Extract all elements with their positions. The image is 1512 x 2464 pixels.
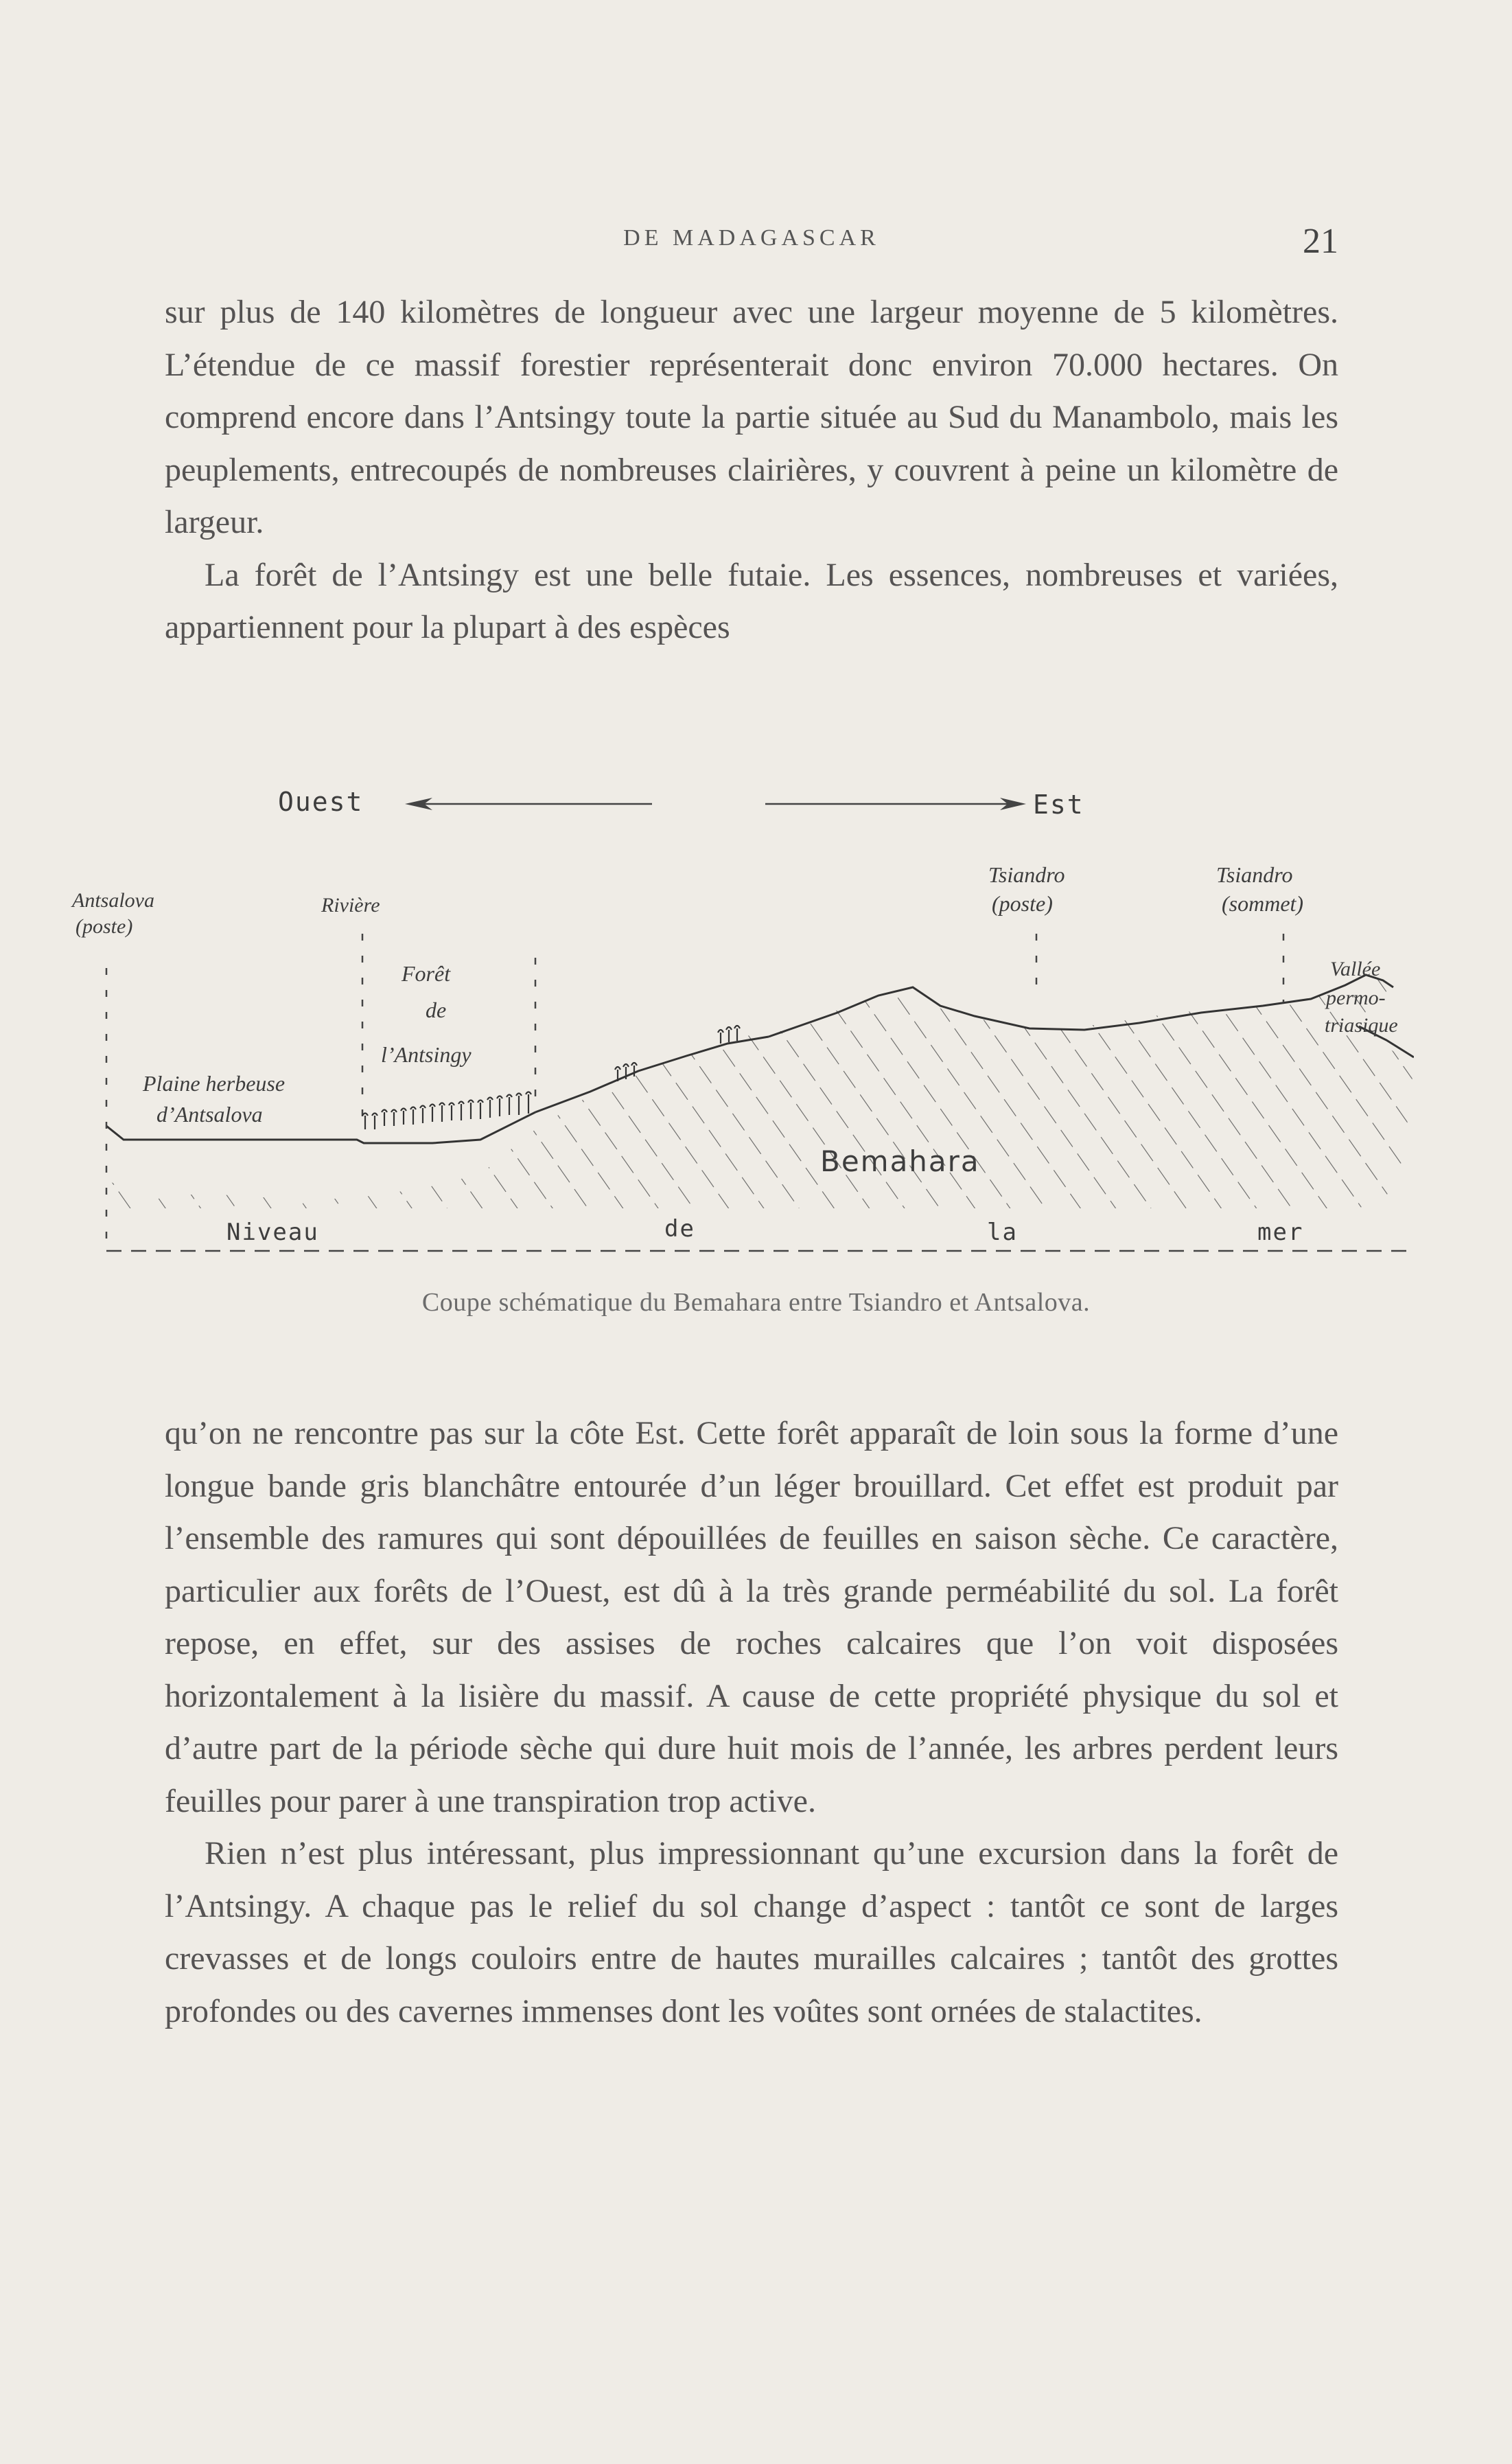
label-riviere: Rivière xyxy=(321,894,380,917)
label-antsalova: Antsalova xyxy=(72,889,154,912)
running-head xyxy=(165,221,1338,262)
cross-section-drawing xyxy=(69,769,1414,1277)
paragraph: sur plus de 140 kilomètres de longueur avec une largeur moyenne de 5 kilomètres. L’étendue de ce massif forestier représenterait donc environ 70.000 hectares. On comprend encore dans l’Antsingy toute la partie située au Sud du Manambolo, mais les peuplements, entrecoupés de nombreuses clairières, y couvrent à peine un kilomètre de largeur. xyxy=(165,294,1338,540)
label-foret: Forêt xyxy=(402,961,451,986)
cross-section-figure xyxy=(69,769,1414,1277)
label-tsiandro-poste-sub: (poste) xyxy=(992,891,1053,916)
label-plaine-antsalova: d’Antsalova xyxy=(156,1102,263,1127)
paragraph: qu’on ne rencontre pas sur la côte Est. Cette forêt apparaît de loin sous la forme d’une longue bande gris blanchâtre entourée d’un léger brouillard. Cet effet est produit par l’ensemble des ramures qui sont dépouillées de feuilles en saison sèche. Ce caractère, particulier aux forêts de l’Ouest, est dû à la très grande perméabilité du sol. La forêt repose, en effet, sur des assises de roches calcaires que l’on voit disposées horizontalement à la lisière du massif. A cause de cette propriété physique du sol et d’autre part de la période sèche qui dure huit mois de l’année, les arbres perdent leurs feuilles pour parer à une transpiration trop active. xyxy=(165,1415,1338,1819)
label-est: Est xyxy=(1033,790,1084,820)
label-ouest: Ouest xyxy=(278,787,364,817)
label-la: la xyxy=(987,1219,1018,1246)
running-title: DE MADAGASCAR xyxy=(623,225,880,251)
page-number: 21 xyxy=(1303,222,1338,261)
paragraph: Rien n’est plus intéressant, plus impressionnant qu’une excursion dans la forêt de l’Antsingy. A chaque pas le relief du sol change d’aspect : tantôt ce sont de larges crevasses et de longs couloirs entre de hautes murailles calcaires ; tantôt des grottes profondes ou des cavernes immenses dont les voûtes sont ornées de stalactites. xyxy=(165,1835,1338,2029)
label-mer: mer xyxy=(1257,1219,1304,1246)
label-bemahara: Bemahara xyxy=(820,1144,980,1178)
label-foret-antsingy: l’Antsingy xyxy=(381,1042,472,1067)
text-block-top xyxy=(165,286,1338,654)
direction-arrow-east xyxy=(765,798,1026,810)
label-antsalova-poste: (poste) xyxy=(75,915,133,938)
label-vallee-triasique: triasique xyxy=(1325,1014,1398,1037)
direction-arrow-west xyxy=(405,798,652,810)
label-plaine-herbeuse: Plaine herbeuse xyxy=(143,1071,286,1096)
label-de: de xyxy=(664,1215,695,1243)
label-foret-de: de xyxy=(426,998,447,1022)
label-niveau: Niveau xyxy=(226,1219,319,1246)
text-block-bottom xyxy=(165,1407,1338,2038)
figure-caption: Coupe schématique du Bemahara entre Tsiandro et Antsalova. xyxy=(421,1288,1091,1317)
paragraph: La forêt de l’Antsingy est une belle futaie. Les essences, nombreuses et variées, appartiennent pour la plupart à des espèces xyxy=(165,556,1338,645)
label-tsiandro-sommet-sub: (sommet) xyxy=(1222,891,1304,916)
label-vallee: Vallée xyxy=(1330,958,1381,980)
label-tsiandro-poste: Tsiandro xyxy=(988,862,1065,887)
label-tsiandro-sommet: Tsiandro xyxy=(1216,862,1293,887)
label-vallee-permo: permo- xyxy=(1326,987,1386,1009)
